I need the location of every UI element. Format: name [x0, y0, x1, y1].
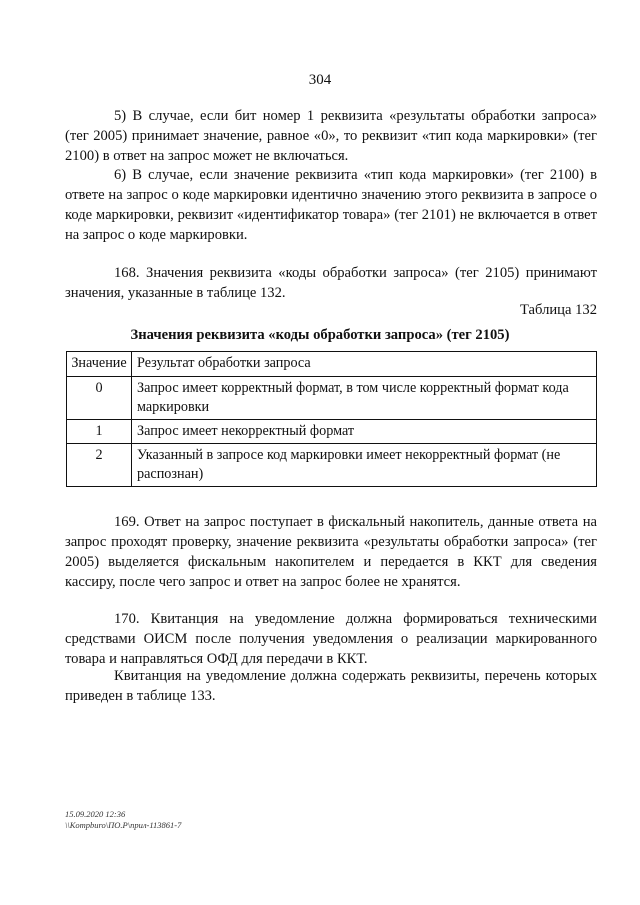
table-label: Таблица 132	[519, 302, 597, 318]
paragraph-168: 168. Значения реквизита «коды обработки запроса» (тег 2105) принимают значения, указанные в таблице 132.	[65, 265, 597, 301]
footer-stamp	[65, 809, 181, 831]
table-title: Значения реквизита «коды обработки запроса» (тег 2105)	[130, 327, 510, 343]
paragraph-6: 6) В случае, если значение реквизита «тип кода маркировки» (тег 2100) в ответе на запрос о коде маркировки идентично значению этого реквизита в запросе о коде маркировки, реквизит «идентификатор товара» (тег 2101) не включается в ответ на запрос о коде маркировки.	[65, 167, 597, 243]
row-result: Запрос имеет корректный формат, в том числе корректный формат кода маркировки	[132, 377, 597, 420]
footer-path: \\Kompburo\ПО.P\прил-113861-7	[65, 820, 182, 830]
table-row	[67, 444, 597, 487]
table-header-row	[67, 352, 597, 377]
row-value: 0	[67, 377, 132, 420]
paragraph-170-continued: Квитанция на уведомление должна содержать реквизиты, перечень которых приведен в таблице 133.	[65, 668, 597, 704]
header-result: Результат обработки запроса	[132, 352, 597, 377]
codes-table	[66, 351, 597, 487]
paragraph-169: 169. Ответ на запрос поступает в фискальный накопитель, данные ответа на запрос проходят проверку, значение реквизита «результаты обработки запроса» (тег 2005) выделяется фискальным накопителем и передается в ККТ для сведения кассиру, после чего запрос и ответ на запрос более не хранятся.	[65, 514, 597, 590]
paragraph-170: 170. Квитанция на уведомление должна формироваться техническими средствами ОИСМ после получения уведомления о реализации маркированного товара и направляться ОФД для передачи в ККТ.	[65, 611, 597, 667]
footer-date: 15.09.2020 12:36	[65, 809, 126, 819]
paragraph-5: 5) В случае, если бит номер 1 реквизита «результаты обработки запроса» (тег 2005) принимает значение, равное «0», то реквизит «тип кода маркировки» (тег 2100) в ответ на запрос может не включаться.	[65, 108, 597, 164]
row-result: Запрос имеет некорректный формат	[132, 420, 597, 444]
table-row	[67, 377, 597, 420]
page-number: 304	[308, 72, 332, 88]
header-value: Значение	[67, 352, 132, 377]
row-value: 2	[67, 444, 132, 487]
row-value: 1	[67, 420, 132, 444]
row-result: Указанный в запросе код маркировки имеет некорректный формат (не распознан)	[132, 444, 597, 487]
table-row	[67, 420, 597, 444]
